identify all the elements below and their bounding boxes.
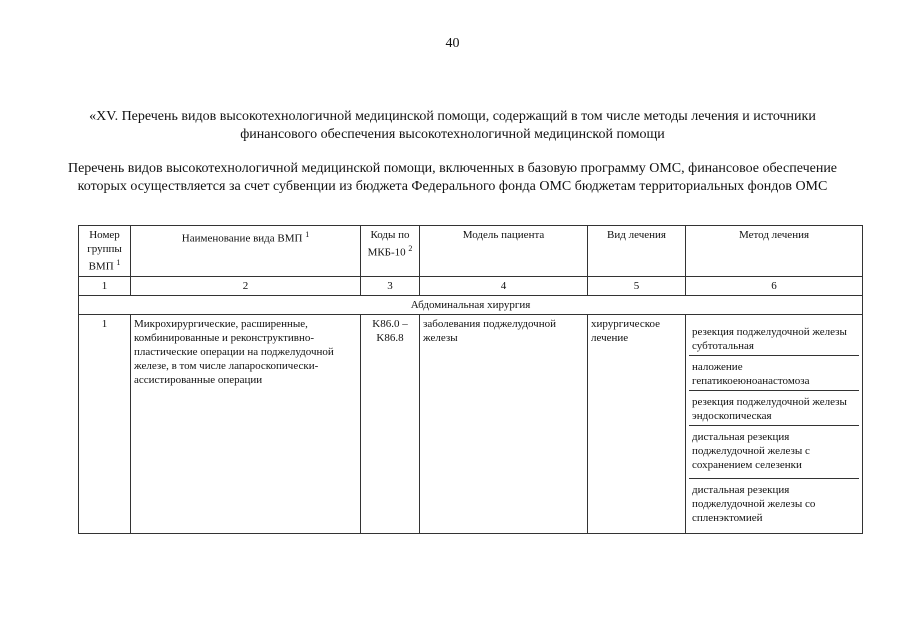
header-patient-model: Модель пациента bbox=[420, 226, 588, 277]
method-item: резекция поджелудочной железы эндоскопическая bbox=[689, 390, 859, 425]
page-number: 40 bbox=[445, 36, 460, 51]
column-number: 5 bbox=[588, 276, 686, 295]
column-numbers-row bbox=[79, 276, 863, 295]
column-number: 3 bbox=[361, 276, 420, 295]
column-number: 6 bbox=[686, 276, 863, 295]
column-number: 4 bbox=[420, 276, 588, 295]
document-title: «XV. Перечень видов высокотехнологичной медицинской помощи, содержащий в том числе методы лечения и источники финансового обеспечения высокотехнологичной медицинской помощи bbox=[89, 109, 816, 142]
cell-patient-model: заболевания поджелудочной железы bbox=[420, 314, 588, 533]
vmp-table bbox=[78, 225, 863, 534]
cell-vmp-name: Микрохирургические, расширенные, комбинированные и реконструктивно-пластические операции на поджелудочной железе, в том числе лапароскопически-ассистированные операции bbox=[131, 314, 361, 533]
method-item: резекция поджелудочной железы субтотальная bbox=[692, 325, 847, 352]
method-item: дистальная резекция поджелудочной железы с сохранением селезенки bbox=[689, 425, 859, 478]
header-icd-codes: Коды по МКБ-10 $^2$ bbox=[361, 226, 420, 277]
column-number: 2 bbox=[131, 276, 361, 295]
section-title: Абдоминальная хирургия bbox=[79, 295, 863, 314]
table-header-row bbox=[79, 226, 863, 277]
method-item: наложение гепатикоеюноанастомоза bbox=[689, 355, 859, 390]
column-number: 1 bbox=[79, 276, 131, 295]
list-subtitle: Перечень видов высокотехнологичной медицинской помощи, включенных в базовую программу ОМС, финансовое обеспечение которых осуществляется за счет субвенции из бюджета Федерального фонда ОМС бюджетам территориальных фондов ОМС bbox=[67, 161, 838, 194]
header-treatment-type: Вид лечения bbox=[588, 226, 686, 277]
section-row bbox=[79, 295, 863, 314]
header-vmp-name: Наименование вида ВМП $^1$ bbox=[131, 226, 361, 277]
header-group-number: Номер группы ВМП $^1$ bbox=[79, 226, 131, 277]
cell-icd-codes: K86.0 – K86.8 bbox=[361, 314, 420, 533]
cell-treatment-type: хирургическое лечение bbox=[588, 314, 686, 533]
cell-group-number: 1 bbox=[79, 314, 131, 533]
method-item: дистальная резекция поджелудочной железы со спленэктомией bbox=[689, 478, 859, 531]
table-row bbox=[79, 314, 863, 533]
cell-treatment-methods bbox=[686, 314, 863, 533]
header-treatment-method: Метод лечения bbox=[686, 226, 863, 277]
